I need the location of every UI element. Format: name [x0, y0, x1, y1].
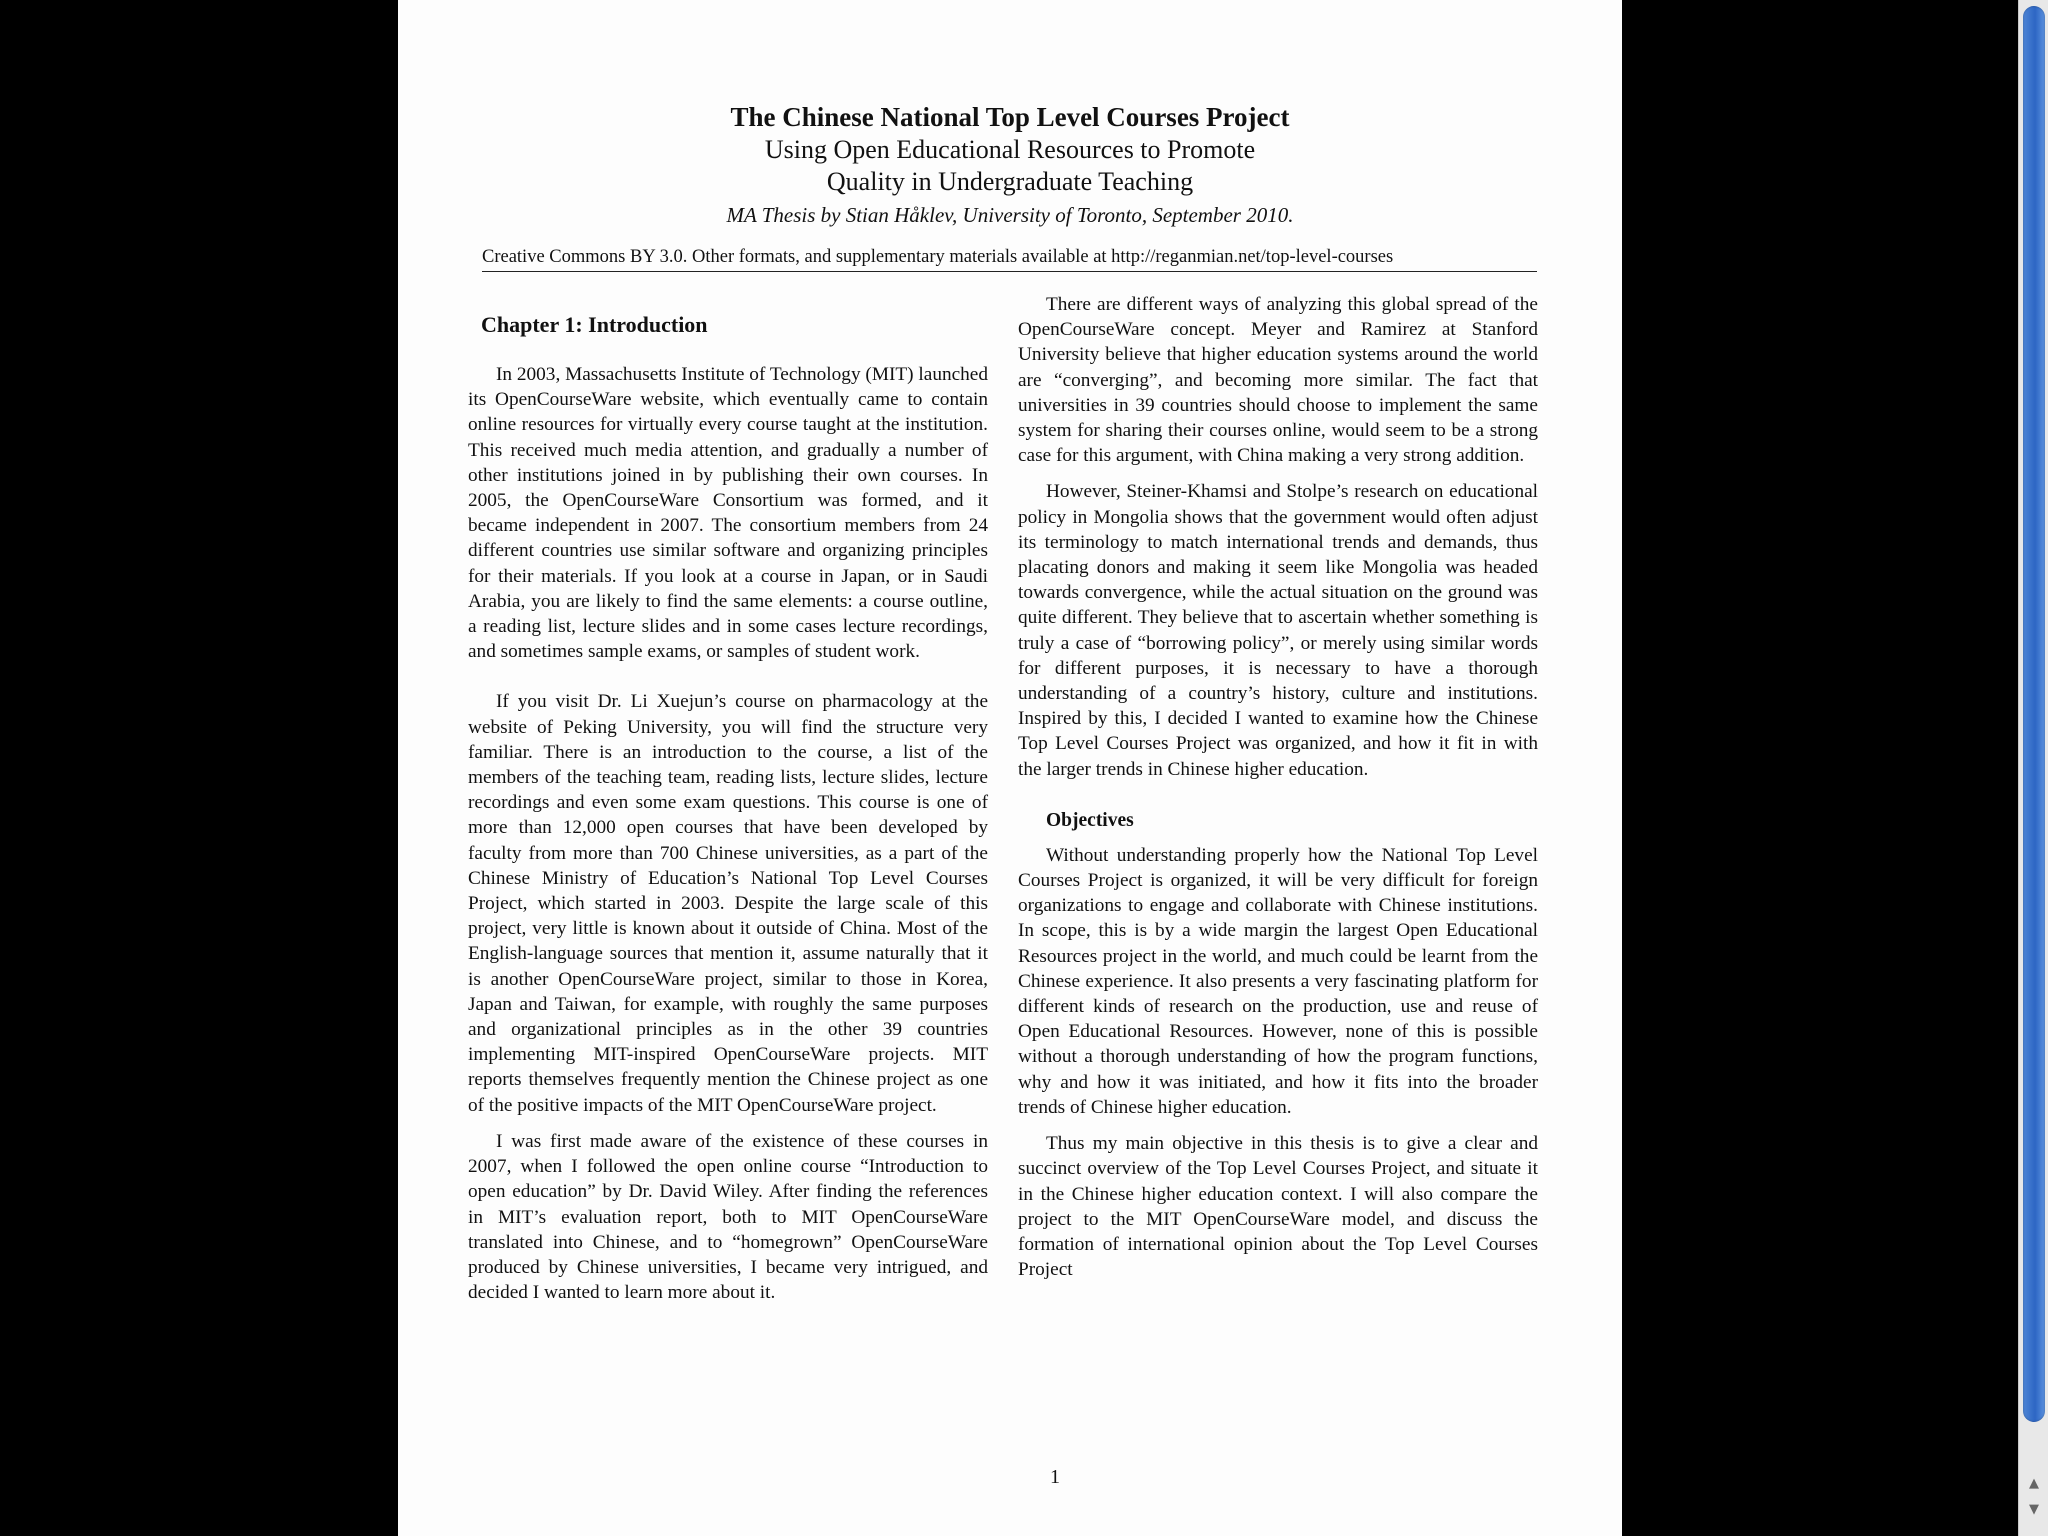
paragraph: If you visit Dr. Li Xuejun’s course on pharmacology at the website of Peking University, you will find the structure very familiar. There is an introduction to the course, a list of the members of the teaching team, reading lists, lecture slides, lecture recordings and even some exam questions. This course is one of more than 12,000 open courses that have been developed by faculty from more than 700 Chinese universities, as a part of the Chinese Ministry of Education’s National Top Level Courses Project, which started in 2003. Despite the large scale of this project, very little is known about it outside of China. Most of the English-language sources that mention it, assume naturally that it is another OpenCourseWare project, similar to those in Korea, Japan and Taiwan, for example, with roughly the same purposes and organizational principles as in the other 39 countries implementing MIT-inspired OpenCourseWare projects. MIT reports themselves frequently mention the Chinese project as one of the positive impacts of the MIT OpenCourseWare project. — [468, 691, 988, 1116]
license-line: Creative Commons BY 3.0. Other formats, and supplementary materials available at http://reganmian.net/top-level-courses — [482, 245, 1537, 272]
scrollbar-thumb[interactable] — [2023, 6, 2045, 1422]
document-subtitle-line2: Quality in Undergraduate Teaching — [826, 167, 1194, 196]
scroll-down-arrow-icon[interactable]: ▼ — [2029, 1502, 2039, 1517]
document-header — [398, 100, 1622, 232]
chapter-heading: Chapter 1: Introduction — [481, 312, 708, 337]
section-heading-objectives: Objectives — [1046, 809, 1134, 831]
paragraph: However, Steiner-Khamsi and Stolpe’s research on educational policy in Mongolia shows that the government would often adjust its terminology to match international trends and demands, thus placating donors and making it seem like Mongolia was headed towards convergence, while the actual situation on the ground was quite different. They believe that to ascertain whether something is truly a case of “borrowing policy”, or merely using similar words for different purposes, it is necessary to have a thorough understanding of a country’s history, culture and institutions. Inspired by this, I decided I wanted to examine how the Chinese Top Level Courses Project was organized, and how it fit in with the larger trends in Chinese higher education. — [1018, 481, 1538, 780]
document-title: The Chinese National Top Level Courses Project — [730, 102, 1290, 132]
left-column — [468, 310, 988, 1316]
document-page — [398, 0, 1622, 1536]
page-number: 1 — [1050, 1466, 1060, 1488]
paragraph: There are different ways of analyzing this global spread of the OpenCourseWare concept. Meyer and Ramirez at Stanford University believe that higher education systems around the world are “converging”, and becoming more similar. The fact that universities in 39 countries should choose to implement the same system for sharing their courses online, would seem to be a strong case for this argument, with China making a very strong addition. — [1018, 294, 1538, 467]
paragraph: I was first made aware of the existence of these courses in 2007, when I followed the open online course “Introduction to open education” by Dr. David Wiley. After finding the references in MIT’s evaluation report, both to MIT OpenCourseWare translated into Chinese, and to “homegrown” OpenCourseWare produced by Chinese universities, I became very intrigued, and decided I wanted to learn more about it. — [468, 1130, 988, 1304]
vertical-scrollbar[interactable] — [2018, 0, 2048, 1536]
document-byline: MA Thesis by Stian Håklev, University of Toronto, September 2010. — [726, 203, 1294, 227]
scroll-up-arrow-icon[interactable]: ▲ — [2029, 1476, 2039, 1491]
paragraph: In 2003, Massachusetts Institute of Technology (MIT) launched its OpenCourseWare website, which eventually came to contain online resources for virtually every course taught at the institution. This received much media attention, and gradually a number of other institutions joined in by publishing their own courses. In 2005, the OpenCourseWare Consortium was formed, and it became independent in 2007. The consortium members from 24 different countries use similar software and organizing principles for their materials. If you look at a course in Japan, or in Saudi Arabia, you are likely to find the same elements: a course outline, a reading list, lecture slides and in some cases lecture recordings, and sometimes sample exams, or samples of student work. — [468, 364, 989, 663]
right-column — [1018, 292, 1538, 1293]
paragraph: Without understanding properly how the National Top Level Courses Project is organized, it will be very difficult for foreign organizations to engage and collaborate with Chinese institutions. In scope, this is by a wide margin the largest Open Educational Resources project in the world, and much could be learnt from the Chinese experience. It also presents a very fascinating platform for different kinds of research on the production, use and reuse of Open Educational Resources. However, none of this is possible without a thorough understanding of how the program functions, why and how it was initiated, and how it fits into the broader trends of Chinese higher education. — [1018, 844, 1538, 1118]
paragraph: Thus my main objective in this thesis is to give a clear and succinct overview of the Top Level Courses Project, and situate it in the Chinese higher education context. I will also compare the project to the MIT OpenCourseWare model, and discuss the formation of international opinion about the Top Level Courses Project — [1018, 1133, 1538, 1281]
document-subtitle-line1: Using Open Educational Resources to Promote — [764, 135, 1256, 164]
